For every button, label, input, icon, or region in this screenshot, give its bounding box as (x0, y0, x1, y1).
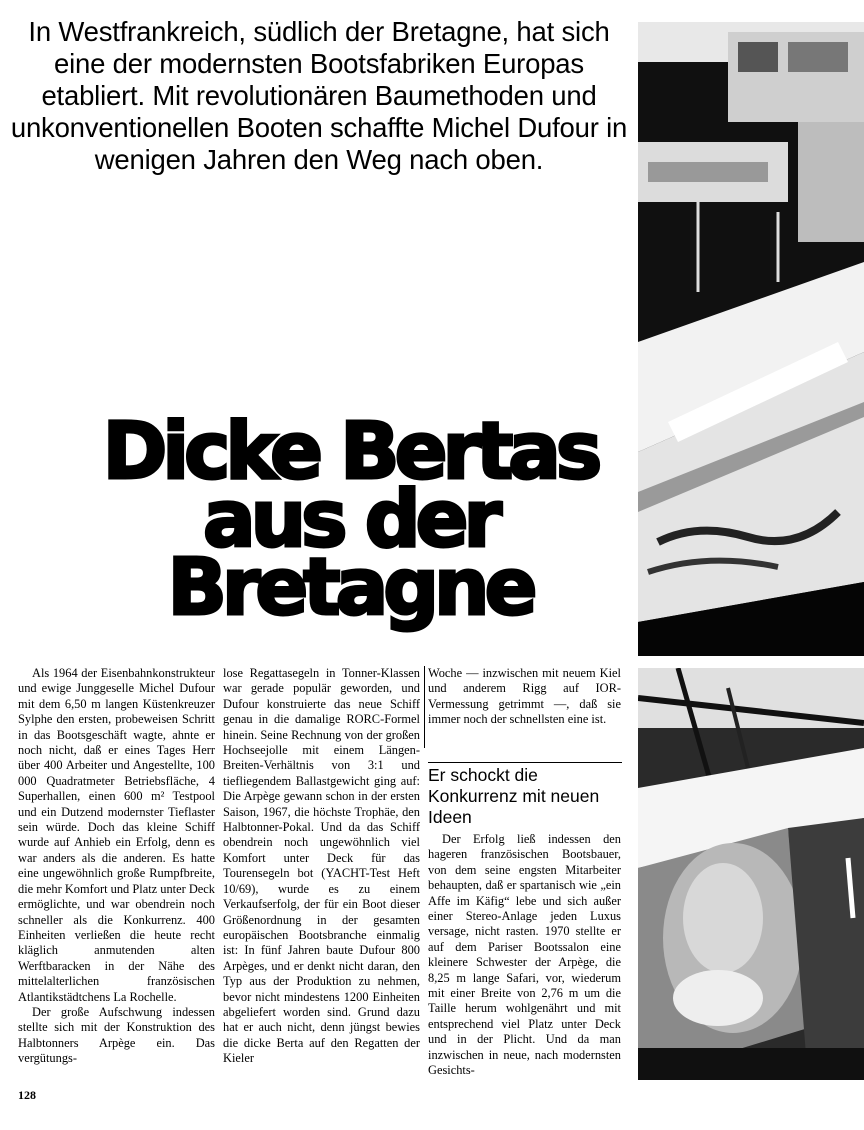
column-3-paragraph-1: Woche — inzwischen mit neuem Kiel und anderem Rigg auf IOR-Vermessung getrimmt —, daß sie immer noch der schnellsten eine ist. (428, 666, 621, 727)
column-divider (424, 666, 425, 748)
column-2-paragraph-1: lose Regattasegeln in Tonner-Klassen war gerade populär geworden, und Dufour konstruierte das neue Schiff genau in die damalige RORC-Formel hinein. Seine Rechnung von der großen Hochseejolle mit einem Längen-Breiten-Verhältnis von 3:1 und tiefliegendem Ballastgewicht ging auf: Die Arpège gewann schon in der ersten Saison, 1967, die höchste Trophäe, den Halbtonner-Pokal. Und da das Schiff obendrein noch ungewöhnlich viel Komfort unter Deck für das Tourensegeln bot (YACHT-Test Heft 10/69), wurde es zu einem Verkaufserfolg, der für ein Boot dieser Größenordnung in der gesamten europäischen Bootsbranche einmalig ist: In fünf Jahren baute Dufour 800 Arpèges, und er denkt nicht daran, den Typ aus der Produktion zu nehmen, bevor nicht mindestens 1200 Einheiten abgeliefert worden sind. Grund dazu hat er auch nicht, denn jüngst bewies die dicke Berta auf den Regatten der Kieler (223, 666, 420, 1066)
column-1-paragraph-1: Als 1964 der Eisenbahnkonstrukteur und ewige Junggeselle Michel Dufour mit dem 6,50 m langen Küstenkreuzer Sylphe den ersten, probeweisen Schritt in das Bootsgeschäft wagte, ahnte er noch nicht, daß er eines Tages Herr über 400 Arbeiter und Angestellte, 100 000 Quadratmeter Betriebsfläche, 4 Superhallen, einen 600 m² Testpool und ein Dutzend modernster Tieflaster sein würde. Doch das kleine Schiff wurde auf Anhieb ein Erfolg, denn es war anders als die anderen. Es hatte eine ungewöhnlich große Rumpfbreite, die mehr Komfort und Platz unter Deck ermöglichte, und war obendrein noch schneller als die Konkurrenz. 400 Einheiten verließen die heute recht kläglich anmutenden alten Werftbaracken in der Nähe des mittelalterlichen französischen Atlantikstädtchens La Rochelle. (18, 666, 215, 1004)
article-column-2 (223, 666, 420, 1067)
article-column-1 (18, 666, 215, 1067)
headline-line-2: aus der (203, 475, 497, 565)
headline (60, 407, 640, 633)
headline-line-3: Bretagne (167, 543, 533, 633)
boat-factory-photo-graphic (638, 22, 864, 656)
headline-line-1: Dicke Bertas (102, 407, 598, 497)
column-1-paragraph-2: Der große Aufschwung indessen stellte sich mit der Konstruktion des Halbtonners Arpège ein. Das vergütungs- (18, 1004, 215, 1066)
subheading: Er schockt die Konkurrenz mit neuen Ideen (428, 762, 622, 828)
article-column-3-bottom (428, 832, 621, 1079)
boat-hull-photo (638, 668, 864, 1080)
article-column-3-top (428, 666, 621, 728)
boat-factory-photo (638, 22, 864, 656)
column-3-paragraph-2: Der Erfolg ließ indessen den hageren französischen Bootsbauer, von dem seine engsten Mitarbeiter behaupten, daß er spartanisch wie „ein Affe im Käfig“ lebe und sich außer einer Stereo-Anlage jeden Luxus versage, nicht rasten. 1970 stellte er auf dem Pariser Bootssalon eine kleinere Schwester der Arpège, die 8,25 m lange Safari, vor, wiederum mit einer Breite von 2,76 m um die Taille herum wohlgenährt und mit entsprechend viel Platz unter Deck und in der Plicht. Und da man inzwischen in neue, nach modernsten Gesichts- (428, 832, 621, 1078)
boat-hull-photo-graphic (638, 668, 864, 1080)
page-number: 128 (18, 1088, 36, 1102)
lead-paragraph: In Westfrankreich, südlich der Bretagne, hat sich eine der modernsten Bootsfabriken Europas etabliert. Mit revolutionären Baumethoden und unkonventionellen Booten schaffte Michel Dufour in wenigen Jahren den Weg nach oben. (10, 16, 628, 175)
